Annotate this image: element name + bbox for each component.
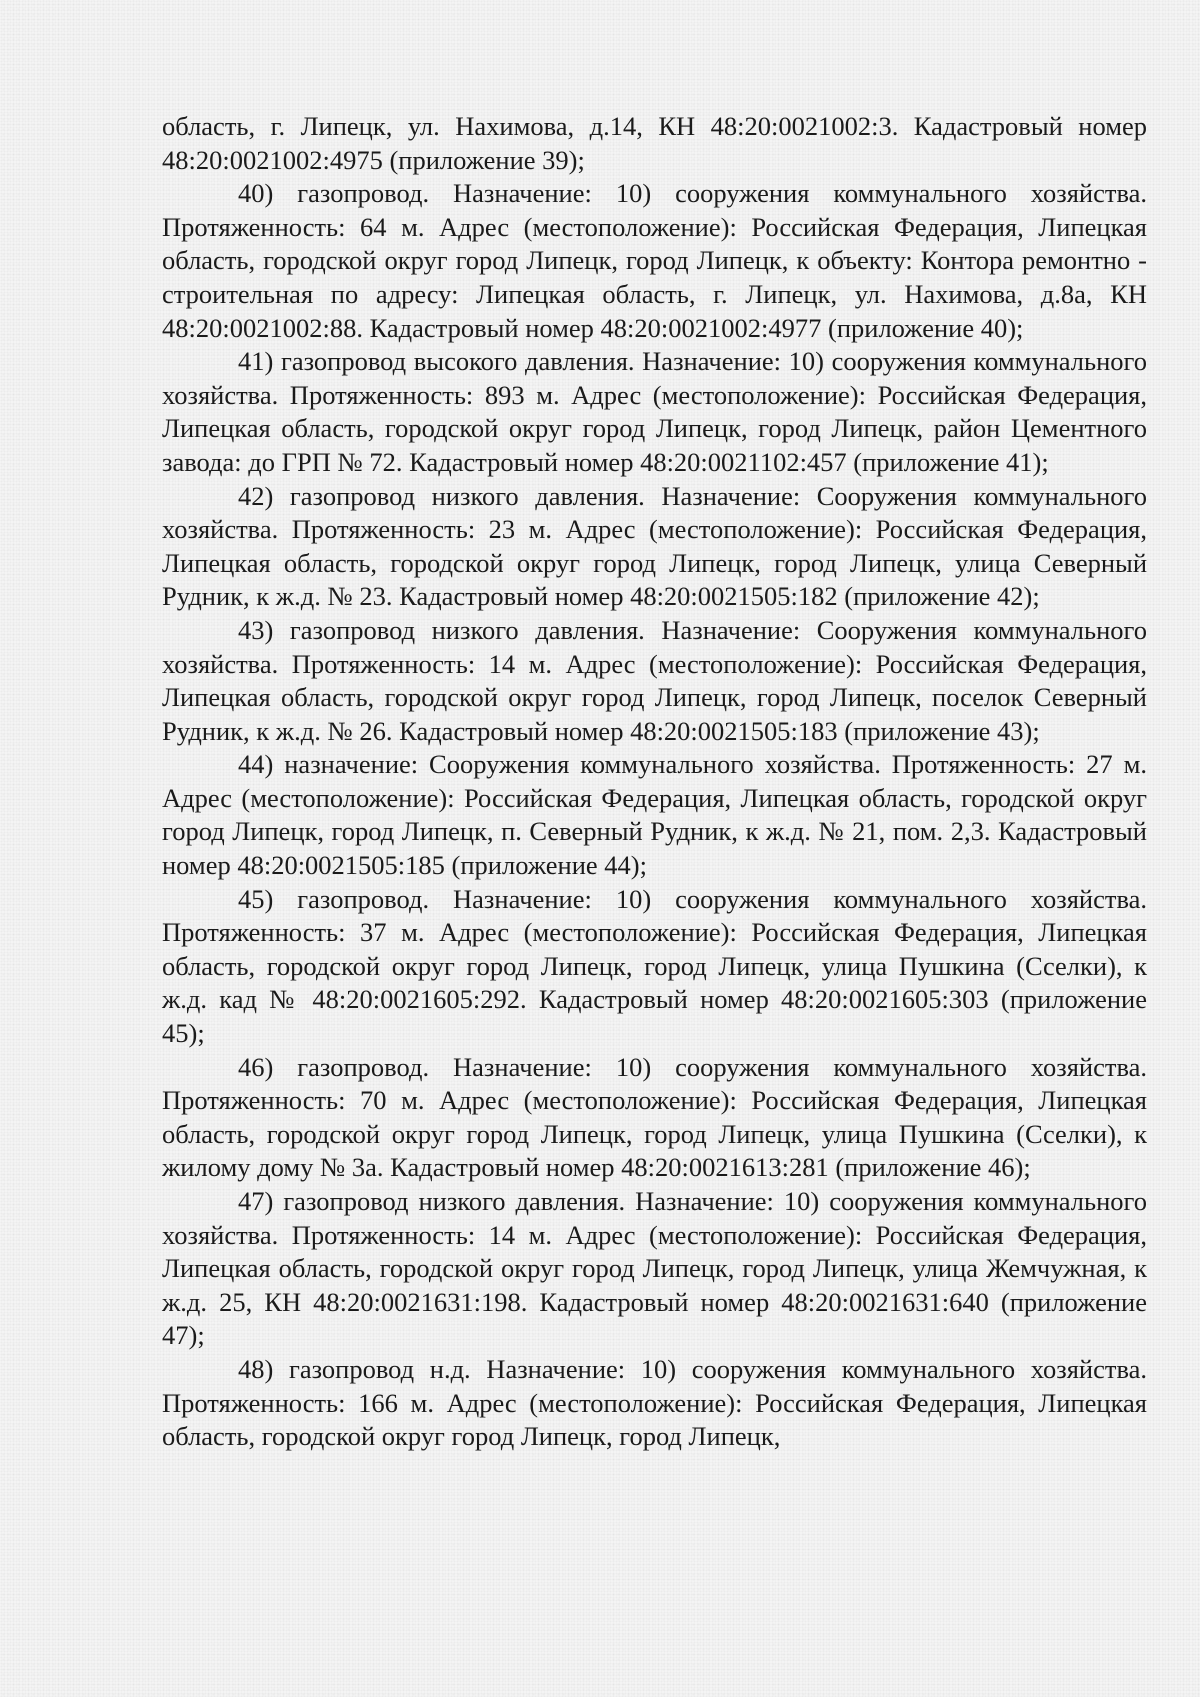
paragraph-item-45: 45) газопровод. Назначение: 10) сооружения коммунального хозяйства. Протяженность: 37 м. Адрес (местоположение): Российская Федерация, Липецкая область, городской округ город Липецк, город Липецк, улица Пушкина (Сселки), к ж.д. кад № 48:20:0021605:292. Кадастровый номер 48:20:0021605:303 (приложение 45); <box>162 883 1147 1049</box>
paragraph-item-43: 43) газопровод низкого давления. Назначение: Сооружения коммунального хозяйства. Протяженность: 14 м. Адрес (местоположение): Российская Федерация, Липецкая область, городской округ город Липецк, город Липецк, поселок Северный Рудник, к ж.д. № 26. Кадастровый номер 48:20:0021505:183 (приложение 43); <box>162 614 1147 746</box>
paragraph-item-48: 48) газопровод н.д. Назначение: 10) сооружения коммунального хозяйства. Протяженность: 166 м. Адрес (местоположение): Российская Федерация, Липецкая область, городской округ город Липецк, город Липецк, <box>162 1353 1147 1452</box>
paragraph-item-44: 44) назначение: Сооружения коммунального хозяйства. Протяженность: 27 м. Адрес (местоположение): Российская Федерация, Липецкая область, городской округ город Липецк, город Липецк, п. Северный Рудник, к ж.д. № 21, пом. 2,3. Кадастровый номер 48:20:0021505:185 (приложение 44); <box>162 749 1147 881</box>
paragraph-item-47: 47) газопровод низкого давления. Назначение: 10) сооружения коммунального хозяйства. Протяженность: 14 м. Адрес (местоположение): Российская Федерация, Липецкая область, городской округ город Липецк, город Липецк, улица Жемчужная, к ж.д. 25, КН 48:20:0021631:198. Кадастровый номер 48:20:0021631:640 (приложение 47); <box>162 1186 1147 1351</box>
paragraph-item-42: 42) газопровод низкого давления. Назначение: Сооружения коммунального хозяйства. Протяженность: 23 м. Адрес (местоположение): Российская Федерация, Липецкая область, городской округ город Липецк, город Липецк, улица Северный Рудник, к ж.д. № 23. Кадастровый номер 48:20:0021505:182 (приложение 42); <box>162 480 1147 612</box>
paragraph-item-41: 41) газопровод высокого давления. Назначение: 10) сооружения коммунального хозяйства. Протяженность: 893 м. Адрес (местоположение): Российская Федерация, Липецкая область, городской округ город Липецк, город Липецк, район Цементного завода: до ГРП № 72. Кадастровый номер 48:20:0021102:457 (приложение 41); <box>162 346 1147 477</box>
paragraph-item-46: 46) газопровод. Назначение: 10) сооружения коммунального хозяйства. Протяженность: 70 м. Адрес (местоположение): Российская Федерация, Липецкая область, городской округ город Липецк, город Липецк, улица Пушкина (Сселки), к жилому дому № 3а. Кадастровый номер 48:20:0021613:281 (приложение 46); <box>162 1051 1147 1183</box>
document-body <box>162 110 1147 1454</box>
paragraph-item-40: 40) газопровод. Назначение: 10) сооружения коммунального хозяйства. Протяженность: 64 м. Адрес (местоположение): Российская Федерация, Липецкая область, городской округ город Липецк, город Липецк, к объекту: Контора ремонтно - строительная по адресу: Липецкая область, г. Липецк, ул. Нахимова, д.8а, КН 48:20:0021002:88. Кадастровый номер 48:20:0021002:4977 (приложение 40); <box>162 178 1147 343</box>
paragraph-continuation: область, г. Липецк, ул. Нахимова, д.14, КН 48:20:0021002:3. Кадастровый номер 48:20:0021002:4975 (приложение 39); <box>162 111 1147 175</box>
